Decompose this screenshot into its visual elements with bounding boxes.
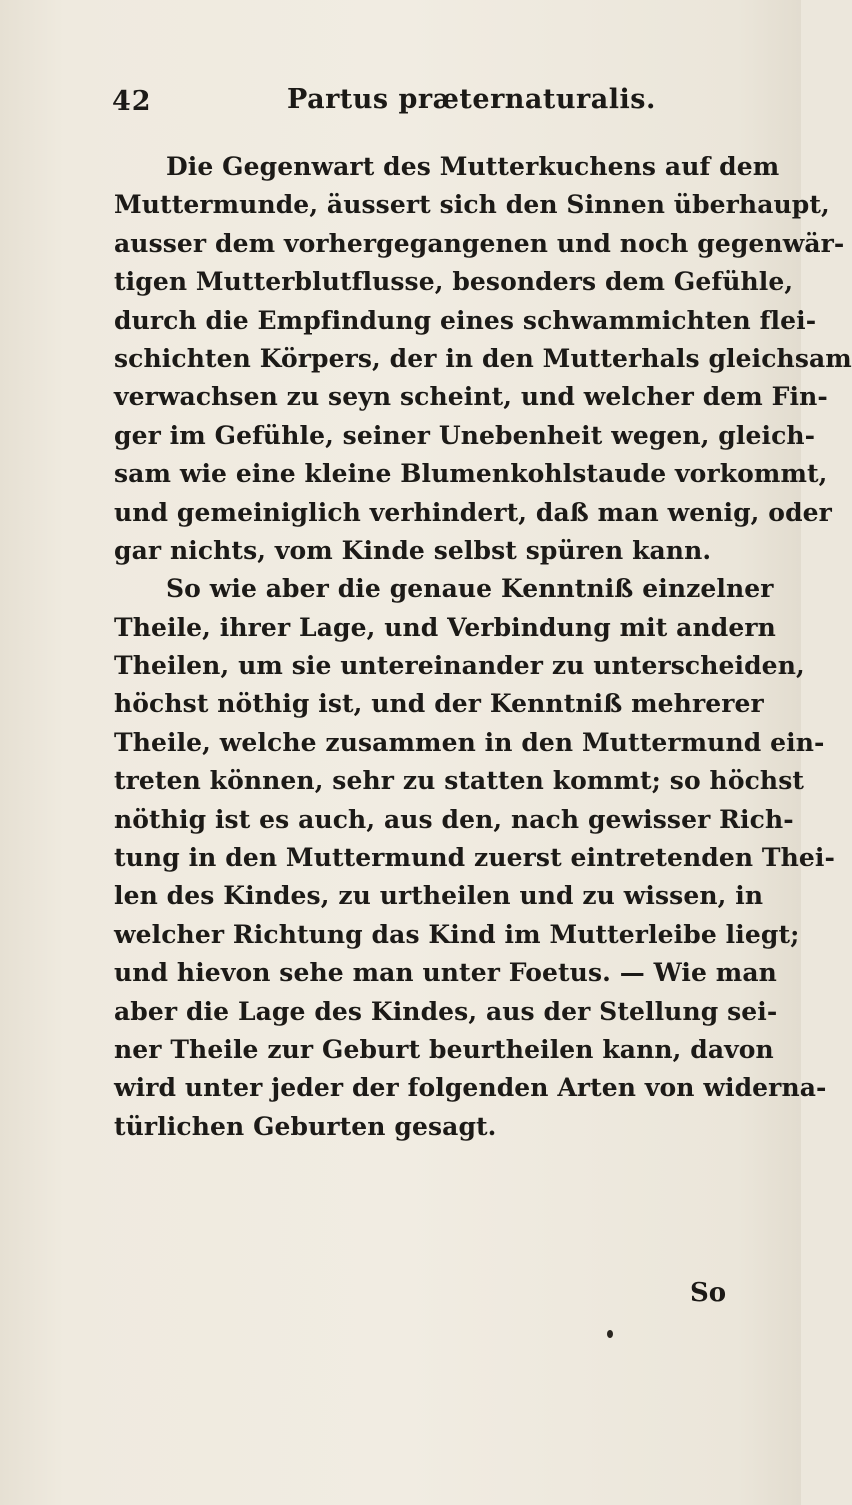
text-line: höchst nöthig ist, und der Kenntniß mehrerer (114, 689, 764, 719)
text-line: Theile, welche zusammen in den Muttermund ein- (114, 727, 825, 757)
text-line: Muttermunde, äussert sich den Sinnen überhaupt, (114, 190, 830, 220)
body-text (114, 148, 852, 1146)
text-line: gar nichts, vom Kinde selbst spüren kann. (114, 535, 712, 565)
text-line: ner Theile zur Geburt beurtheilen kann, davon (114, 1034, 774, 1064)
catchword: So (690, 1278, 727, 1308)
text-line: tung in den Muttermund zuerst eintretenden Thei- (114, 843, 835, 873)
text-line: und hievon sehe man unter Foetus. — Wie man (114, 958, 777, 988)
text-line: verwachsen zu seyn scheint, und welcher dem Fin- (114, 382, 828, 412)
page-header (112, 84, 712, 124)
ink-speck (607, 1330, 613, 1338)
text-line: Theile, ihrer Lage, und Verbindung mit andern (114, 612, 776, 642)
text-line: sam wie eine kleine Blumenkohlstaude vorkommt, (114, 459, 828, 489)
text-line: wird unter jeder der folgenden Arten von widerna- (114, 1073, 827, 1103)
page-number: 42 (112, 86, 152, 117)
text-line: ger im Gefühle, seiner Unebenheit wegen, gleich- (114, 420, 816, 450)
text-line: türlichen Geburten gesagt. (114, 1111, 497, 1141)
text-line: ausser dem vorhergegangenen und noch gegenwär- (114, 228, 845, 258)
text-line: nöthig ist es auch, aus den, nach gewisser Rich- (114, 804, 794, 834)
text-line: So wie aber die genaue Kenntniß einzelner (166, 574, 774, 604)
running-title: Partus præternaturalis. (287, 84, 656, 115)
text-line: aber die Lage des Kindes, aus der Stellung sei- (114, 996, 778, 1026)
text-line: durch die Empfindung eines schwammichten flei- (114, 305, 817, 335)
text-line: und gemeiniglich verhindert, daß man wenig, oder (114, 497, 832, 527)
text-line: len des Kindes, zu urtheilen und zu wissen, in (114, 881, 764, 911)
text-line: Theilen, um sie untereinander zu unterscheiden, (114, 651, 805, 681)
text-line: treten können, sehr zu statten kommt; so höchst (114, 766, 805, 796)
text-line: Die Gegenwart des Mutterkuchens auf dem (166, 152, 780, 181)
text-line: welcher Richtung das Kind im Mutterleibe liegt; (114, 919, 800, 949)
text-line: tigen Mutterblutflusse, besonders dem Gefühle, (114, 267, 794, 297)
text-line: schichten Körpers, der in den Mutterhals gleichsam (114, 343, 852, 373)
